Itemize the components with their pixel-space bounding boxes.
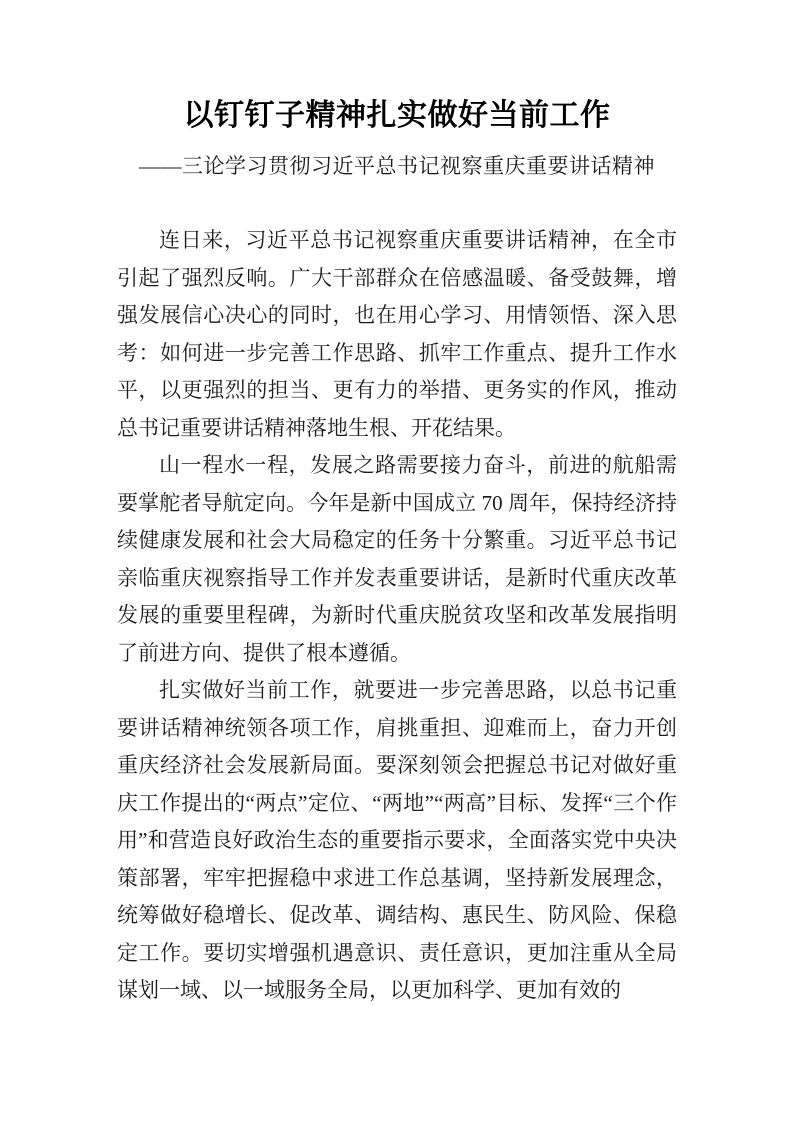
paragraph-1: 连日来，习近平总书记视察重庆重要讲话精神，在全市引起了强烈反响。广大干部群众在倍感温暖、备受鼓舞，增强发展信心决心的同时，也在用心学习、用情领悟、深入思考：如何进一步完善工作思路、抓牢工作重点、提升工作水平，以更强烈的担当、更有力的举措、更务实的作风，推动总书记重要讲话精神落地生根、开花结果。	[117, 228, 677, 440]
document-title: 以钉钉子精神扎实做好当前工作	[183, 99, 611, 132]
paragraph-2: 山一程水一程，发展之路需要接力奋斗，前进的航船需要掌舵者导航定向。今年是新中国成立 70 周年，保持经济持续健康发展和社会大局稳定的任务十分繁重。习近平总书记亲临重庆视察指导工作并发表重要讲话，是新时代重庆改革发展的重要里程碑，为新时代重庆脱贫攻坚和改革发展指明了前进方向、提供了根本遵循。	[117, 453, 677, 665]
document-subtitle: ——三论学习贯彻习近平总书记视察重庆重要讲话精神	[139, 154, 655, 178]
document-body	[117, 222, 677, 1010]
paragraph-3: 扎实做好当前工作，就要进一步完善思路，以总书记重要讲话精神统领各项工作，肩挑重担、迎难而上，奋力开创重庆经济社会发展新局面。要深刻领会把握总书记对做好重庆工作提出的“两点”定位、“两地”“两高”目标、发挥“三个作用”和营造良好政治生态的重要指示要求，全面落实党中央决策部署，牢牢把握稳中求进工作总基调，坚持新发展理念，统筹做好稳增长、促改革、调结构、惠民生、防风险、保稳定工作。要切实增强机遇意识、责任意识，更加注重从全局谋划一域、以一域服务全局，以更加科学、更加有效的	[117, 678, 677, 1002]
